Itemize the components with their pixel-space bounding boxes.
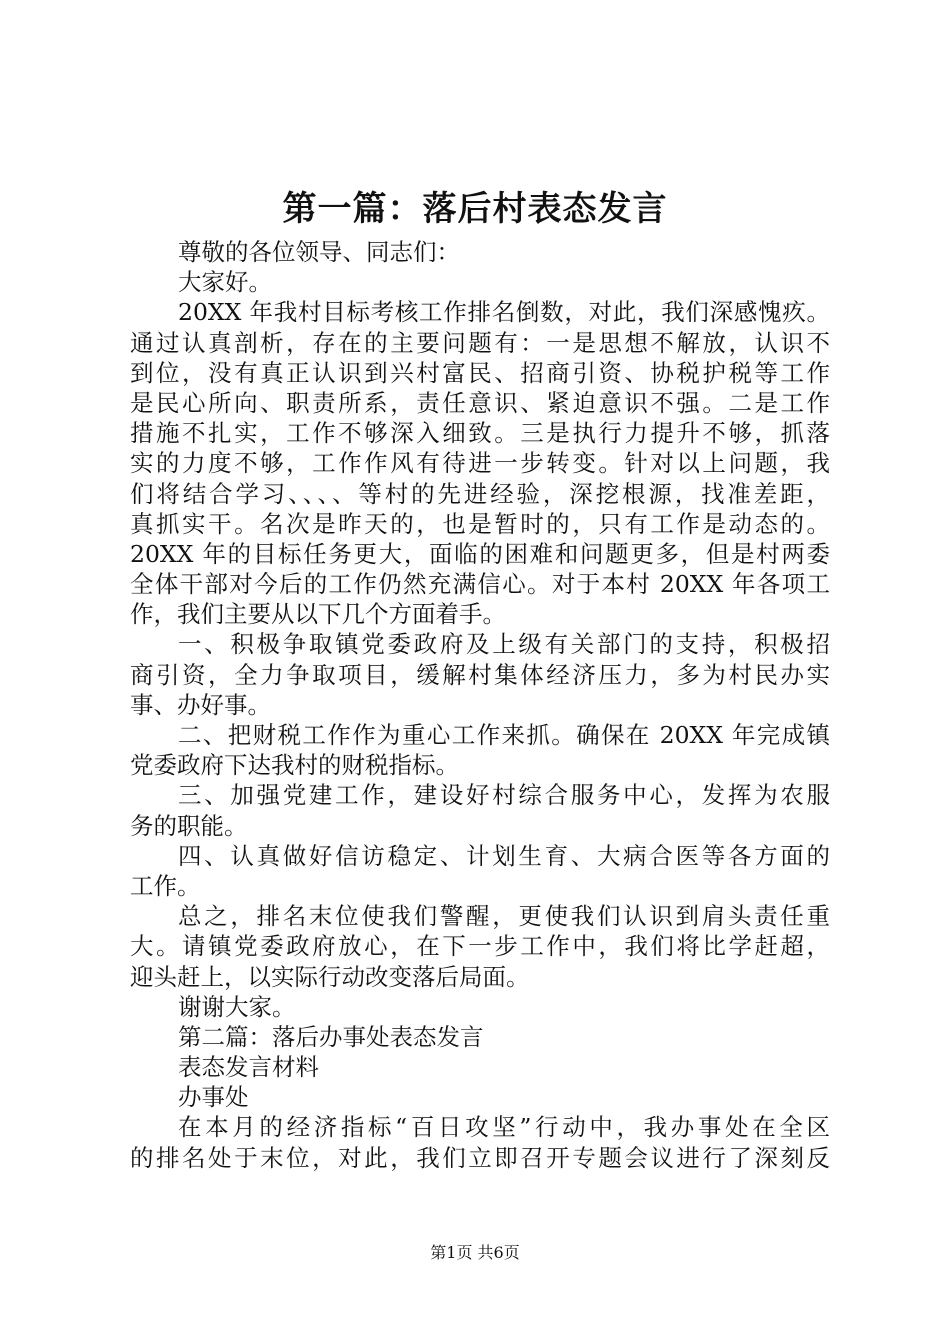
paragraph-line: 四、认真做好信访稳定、计划生育、大病合医等各方面的 [178, 841, 830, 870]
paragraph-line: 商引资，全力争取项目，缓解村集体经济压力，多为村民办实 [130, 660, 830, 689]
page-footer: 第1页 共6页 [430, 1243, 520, 1262]
paragraph-line: 措施不扎实，工作不够深入细致。三是执行力提升不够，抓落 [130, 419, 830, 448]
paragraph-line: 在本月的经济指标“百日攻坚”行动中，我办事处在全区 [178, 1113, 830, 1142]
document-title: 第一篇：落后村表态发言 [282, 189, 668, 229]
paragraph-line: 们将结合学习、、、、等村的先进经验，深挖根源，找准差距， [130, 479, 830, 508]
paragraph-line: 谢谢大家。 [178, 992, 296, 1021]
paragraph-line: 是民心所向、职责所系，责任意识、紧迫意识不强。二是工作 [130, 388, 830, 417]
paragraph-line: 作，我们主要从以下几个方面着手。 [130, 600, 506, 629]
paragraph-line: 总之，排名末位使我们警醒，更使我们认识到肩头责任重 [178, 902, 830, 931]
paragraph-line: 党委政府下达我村的财税指标。 [130, 751, 459, 780]
paragraph-line: 三、加强党建工作，建设好村综合服务中心，发挥为农服 [178, 781, 830, 810]
paragraph-line: 二、把财税工作作为重心工作来抓。确保在 20XX 年完成镇 [178, 721, 830, 749]
paragraph-line: 20XX 年的目标任务更大，面临的困难和问题更多，但是村两委 [130, 539, 830, 568]
paragraph-line: 尊敬的各位领导、同志们： [178, 238, 460, 266]
paragraph-line: 事、办好事。 [130, 690, 271, 719]
paragraph-line: 大。请镇党委政府放心，在下一步工作中，我们将比学赶超， [130, 932, 830, 961]
paragraph-line: 务的职能。 [130, 811, 248, 840]
paragraph-line: 全体干部对今后的工作仍然充满信心。对于本村 20XX 年各项工 [130, 570, 830, 599]
paragraph-line: 的排名处于末位，对此，我们立即召开专题会议进行了深刻反 [130, 1143, 830, 1172]
paragraph-line: 20XX 年我村目标考核工作排名倒数，对此，我们深感愧疚。 [178, 298, 830, 327]
paragraph-line: 一、积极争取镇党委政府及上级有关部门的支持，积极招 [178, 630, 830, 659]
paragraph-line: 实的力度不够，工作作风有待进一步转变。针对以上问题，我 [130, 449, 830, 478]
paragraph-line: 大家好。 [178, 268, 272, 297]
paragraph-line: 第二篇：落后办事处表态发言 [178, 1022, 484, 1051]
paragraph-line: 工作。 [130, 871, 201, 900]
paragraph-line: 表态发言材料 [178, 1053, 319, 1082]
paragraph-line: 到位，没有真正认识到兴村富民、招商引资、协税护税等工作 [130, 358, 830, 387]
paragraph-line: 真抓实干。名次是昨天的，也是暂时的，只有工作是动态的。 [130, 509, 830, 538]
paragraph-line: 办事处 [178, 1083, 249, 1112]
document-body [130, 237, 830, 1173]
paragraph-line: 通过认真剖析，存在的主要问题有：一是思想不解放，认识不 [130, 328, 830, 357]
paragraph-line: 迎头赶上，以实际行动改变落后局面。 [130, 962, 530, 991]
